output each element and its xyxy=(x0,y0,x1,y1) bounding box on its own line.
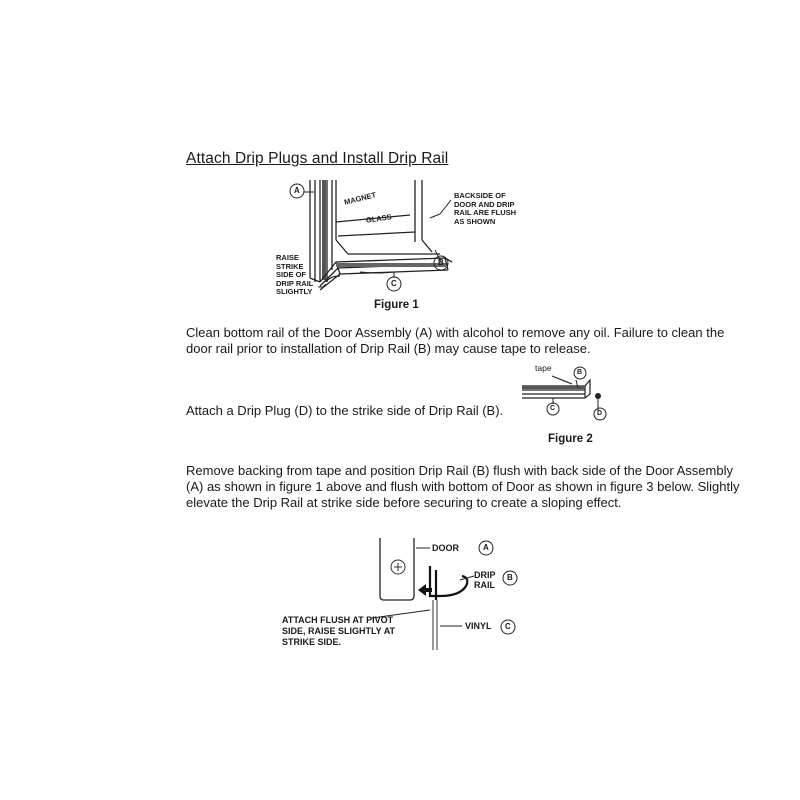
drip-rail-label: DRIP RAIL xyxy=(474,570,496,590)
instruction-drip-plug: Attach a Drip Plug (D) to the strike side of Drip Rail (B). xyxy=(186,403,504,418)
callout-b-fig3: B xyxy=(507,573,513,582)
figure-1-leaders xyxy=(304,192,451,287)
drip-rail-shade xyxy=(336,263,446,267)
glass-label: GLASS xyxy=(365,212,393,225)
door-frame-shade xyxy=(322,180,326,280)
instruction-position: Remove backing from tape and position Drip Rail (B) flush with back side of the Door Assembly (A) as shown in figure 1 above and flush with bottom of Door as shown in figure 3 below. Slightly elevate the Drip Rail at strike side before securing to create a sloping effect. xyxy=(186,463,740,510)
figure-2-leaders xyxy=(553,380,598,410)
callout-a-fig1: A xyxy=(294,186,300,195)
callout-c-fig3: C xyxy=(505,622,511,631)
page-title: Attach Drip Plugs and Install Drip Rail xyxy=(186,150,449,167)
drip-rail-fig3 xyxy=(430,566,467,600)
callout-d-fig2: D xyxy=(597,410,603,417)
flush-note: BACKSIDE OF DOOR AND DRIP RAIL ARE FLUSH AS SHOWN xyxy=(454,191,517,226)
magnet-label: MAGNET xyxy=(343,190,377,207)
tape-label: tape xyxy=(535,363,552,373)
vinyl-label: VINYL xyxy=(465,621,492,631)
figure-2-caption: Figure 2 xyxy=(548,433,593,445)
callout-b-fig2: B xyxy=(577,369,583,376)
door-label: DOOR xyxy=(432,543,459,553)
door-fig3 xyxy=(380,538,414,600)
figure-1-caption: Figure 1 xyxy=(374,299,419,311)
drip-plug-fig2 xyxy=(595,393,601,404)
drip-rail-fig2-shade xyxy=(522,386,585,389)
callout-c-fig2: C xyxy=(550,405,556,412)
attach-flush-note: ATTACH FLUSH AT PIVOT SIDE, RAISE SLIGHTLY AT STRIKE SIDE. xyxy=(282,615,396,647)
callout-b-fig1: B xyxy=(438,258,444,267)
raise-strike-note: RAISE STRIKE SIDE OF DRIP RAIL SLIGHTLY xyxy=(276,253,314,296)
callout-a-fig3: A xyxy=(483,543,489,552)
instruction-clean: Clean bottom rail of the Door Assembly (A) with alcohol to remove any oil. Failure to clean the door rail prior to installation of Drip Rail (B) may cause tape to release. xyxy=(186,325,725,356)
drip-rail-fig1 xyxy=(320,258,452,290)
callout-c-fig1: C xyxy=(391,279,397,288)
door-handle-icon xyxy=(391,560,405,574)
